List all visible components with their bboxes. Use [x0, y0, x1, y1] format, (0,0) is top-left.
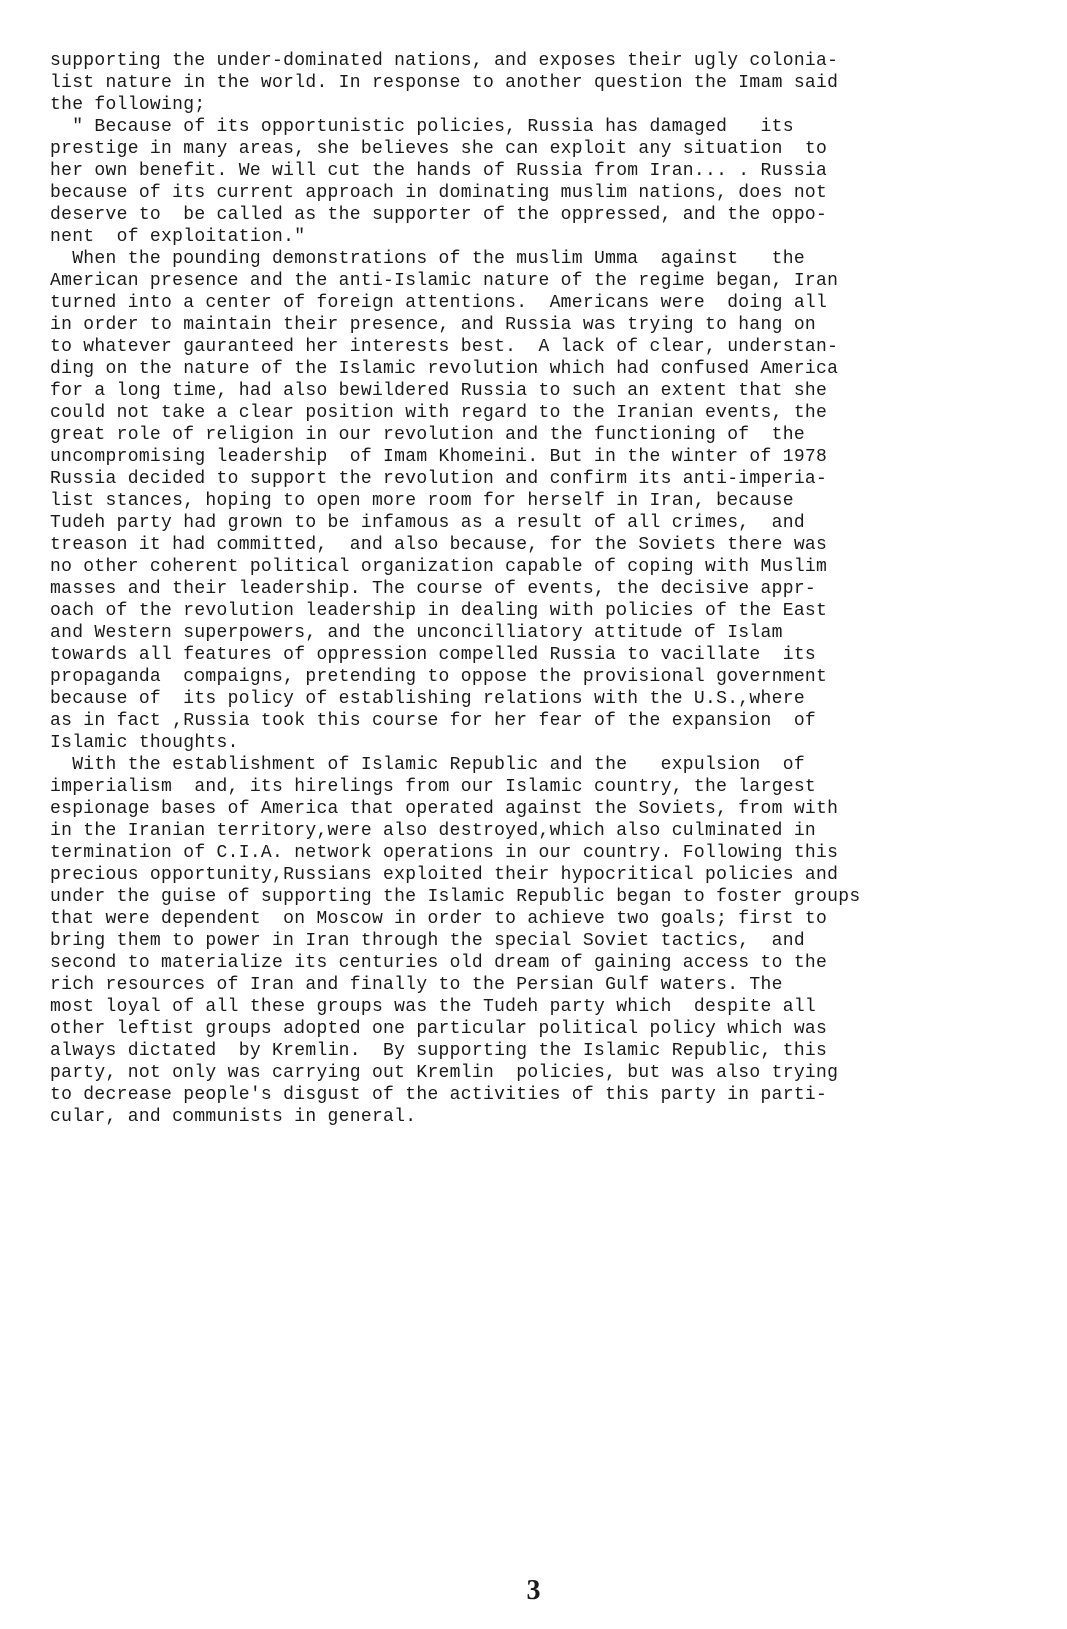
text-line: party, not only was carrying out Kremlin policies, but was also trying [50, 1063, 839, 1083]
text-line: list stances, hoping to open more room for herself in Iran, because [50, 491, 794, 511]
text-line: to whatever gauranteed her interests best. A lack of clear, understan- [50, 337, 839, 357]
text-line: because of its policy of establishing relations with the U.S.,where [50, 689, 805, 709]
text-line: list nature in the world. In response to another question the Imam said [50, 73, 839, 93]
text-line: bring them to power in Iran through the special Soviet tactics, and [50, 931, 805, 951]
text-line: could not take a clear position with regard to the Iranian events, the [50, 403, 828, 423]
text-line: With the establishment of Islamic Republic and the expulsion of [50, 755, 805, 775]
page-number: 3 [526, 1575, 541, 1606]
text-line: and Western superpowers, and the unconcilliatory attitude of Islam [50, 623, 783, 643]
text-line: termination of C.I.A. network operations in our country. Following this [50, 843, 839, 863]
text-line: no other coherent political organization capable of coping with Muslim [50, 557, 828, 577]
text-line: rich resources of Iran and finally to the Persian Gulf waters. The [50, 975, 783, 995]
text-line: nent of exploitation." [50, 227, 306, 247]
text-line: under the guise of supporting the Islamic Republic began to foster groups [50, 887, 861, 907]
text-line: oach of the revolution leadership in dealing with policies of the East [50, 601, 828, 621]
text-line: ding on the nature of the Islamic revolution which had confused America [50, 359, 839, 379]
text-line: most loyal of all these groups was the Tudeh party which despite all [50, 997, 817, 1017]
text-line: treason it had committed, and also because, for the Soviets there was [50, 535, 828, 555]
text-line: Islamic thoughts. [50, 733, 239, 753]
text-line: " Because of its opportunistic policies, Russia has damaged its [50, 117, 794, 137]
text-line: propaganda compaigns, pretending to oppose the provisional government [50, 667, 828, 687]
text-line: other leftist groups adopted one particular political policy which was [50, 1019, 828, 1039]
text-line: masses and their leadership. The course of events, the decisive appr- [50, 579, 817, 599]
text-line: towards all features of oppression compelled Russia to vacillate its [50, 645, 817, 665]
text-line: the following; [50, 95, 206, 115]
text-line: prestige in many areas, she believes she can exploit any situation to [50, 139, 828, 159]
text-line: for a long time, had also bewildered Russia to such an extent that she [50, 381, 828, 401]
text-line: to decrease people's disgust of the activities of this party in parti- [50, 1085, 828, 1105]
text-line: precious opportunity,Russians exploited their hypocritical policies and [50, 865, 839, 885]
text-line: always dictated by Kremlin. By supporting the Islamic Republic, this [50, 1041, 828, 1061]
text-line: uncompromising leadership of Imam Khomeini. But in the winter of 1978 [50, 447, 828, 467]
text-line: because of its current approach in dominating muslim nations, does not [50, 183, 828, 203]
text-line: When the pounding demonstrations of the muslim Umma against the [50, 249, 805, 269]
text-line: espionage bases of America that operated against the Soviets, from with [50, 799, 839, 819]
text-line: her own benefit. We will cut the hands of Russia from Iran... . Russia [50, 161, 828, 181]
text-line: imperialism and, its hirelings from our Islamic country, the largest [50, 777, 817, 797]
text-line: cular, and communists in general. [50, 1107, 417, 1127]
text-line: Russia decided to support the revolution and confirm its anti-imperia- [50, 469, 828, 489]
text-line: American presence and the anti-Islamic nature of the regime began, Iran [50, 271, 839, 291]
text-line: as in fact ,Russia took this course for her fear of the expansion of [50, 711, 817, 731]
text-line: Tudeh party had grown to be infamous as a result of all crimes, and [50, 513, 805, 533]
text-line: in order to maintain their presence, and Russia was trying to hang on [50, 315, 817, 335]
text-line: deserve to be called as the supporter of the oppressed, and the oppo- [50, 205, 828, 225]
text-line: supporting the under-dominated nations, and exposes their ugly colonia- [50, 51, 839, 71]
text-line: great role of religion in our revolution and the functioning of the [50, 425, 805, 445]
text-line: that were dependent on Moscow in order to achieve two goals; first to [50, 909, 828, 929]
text-line: second to materialize its centuries old dream of gaining access to the [50, 953, 828, 973]
text-line: in the Iranian territory,were also destroyed,which also culminated in [50, 821, 817, 841]
document-page [50, 50, 1005, 1128]
text-line: turned into a center of foreign attentions. Americans were doing all [50, 293, 828, 313]
